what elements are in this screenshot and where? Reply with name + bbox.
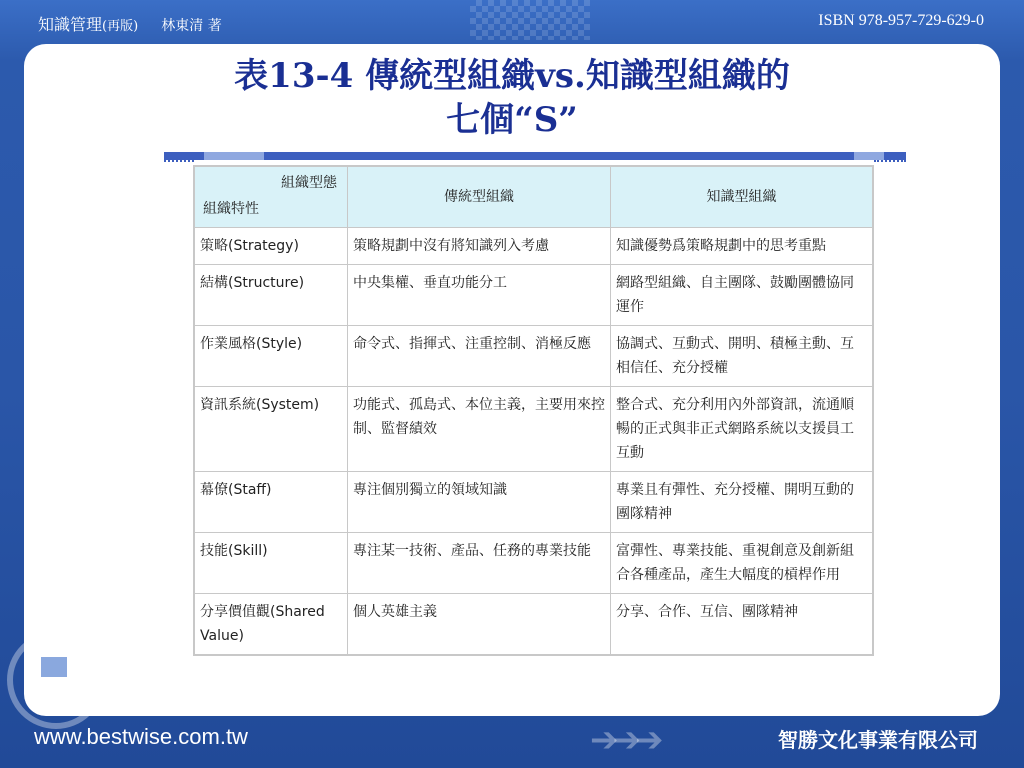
table-row — [194, 326, 873, 387]
table-row — [194, 265, 873, 326]
divider-segment — [204, 152, 264, 160]
corner-label-top: 組織型態 — [281, 175, 337, 191]
isbn: ISBN 978-957-729-629-0 — [818, 12, 984, 29]
title-line-2: 七個“S” — [446, 100, 578, 140]
knowledge-cell: 知識優勢爲策略規劃中的思考重點 — [611, 228, 874, 265]
corner-label-bottom: 組織特性 — [203, 201, 259, 217]
header-book-info — [38, 12, 222, 35]
traditional-cell: 專注個別獨立的領域知識 — [348, 472, 611, 533]
table-row — [194, 228, 873, 265]
knowledge-cell: 協調式、互動式、開明、積極主動、互相信任、充分授權 — [611, 326, 874, 387]
traditional-cell: 功能式、孤島式、本位主義，主要用來控制、監督績效 — [348, 387, 611, 472]
feature-cell: 技能(Skill) — [194, 533, 348, 594]
header-bar — [0, 0, 1024, 44]
feature-cell: 幕僚(Staff) — [194, 472, 348, 533]
feature-cell: 作業風格(Style) — [194, 326, 348, 387]
column-header-knowledge: 知識型組織 — [611, 166, 874, 228]
table-row — [194, 387, 873, 472]
book-author: 林東清 著 — [161, 18, 222, 34]
knowledge-cell: 分享、合作、互信、團隊精神 — [611, 594, 874, 656]
table-row — [194, 472, 873, 533]
checker-decoration — [470, 0, 590, 40]
traditional-cell: 命令式、指揮式、注重控制、消極反應 — [348, 326, 611, 387]
seven-s-table — [193, 165, 874, 656]
book-title: 知識管理 — [38, 15, 103, 34]
divider-dots — [164, 160, 194, 164]
knowledge-cell: 網路型組織、自主團隊、鼓勵團體協同運作 — [611, 265, 874, 326]
traditional-cell: 中央集權、垂直功能分工 — [348, 265, 611, 326]
traditional-cell: 策略規劃中沒有將知識列入考慮 — [348, 228, 611, 265]
title-divider — [164, 152, 906, 160]
traditional-cell: 個人英雄主義 — [348, 594, 611, 656]
slide-title — [0, 54, 1024, 142]
computer-icon — [6, 630, 106, 730]
footer-company: 智勝文化事業有限公司 — [778, 728, 978, 752]
table-row — [194, 594, 873, 656]
feature-cell: 策略(Strategy) — [194, 228, 348, 265]
knowledge-cell: 富彈性、專業技能、重視創意及創新組合各種產品，產生大幅度的槓桿作用 — [611, 533, 874, 594]
feature-cell: 結構(Structure) — [194, 265, 348, 326]
arrows-decoration: ➔➔➔ — [590, 720, 658, 760]
title-line-1: 表13-4 傳統型組織vs.知識型組織的 — [234, 56, 790, 96]
knowledge-cell: 整合式、充分利用內外部資訊，流通順暢的正式與非正式網路系統以支援員工互動 — [611, 387, 874, 472]
table-corner-cell — [194, 166, 348, 228]
traditional-cell: 專注某一技術、產品、任務的專業技能 — [348, 533, 611, 594]
table-header-row — [194, 166, 873, 228]
feature-cell: 資訊系統(System) — [194, 387, 348, 472]
footer-url: www.bestwise.com.tw — [34, 724, 248, 749]
divider-dots — [874, 160, 906, 164]
column-header-traditional: 傳統型組織 — [348, 166, 611, 228]
knowledge-cell: 專業且有彈性、充分授權、開明互動的團隊精神 — [611, 472, 874, 533]
divider-segment — [854, 152, 884, 160]
feature-cell: 分享價值觀(Shared Value) — [194, 594, 348, 656]
table-row — [194, 533, 873, 594]
book-edition: (再版) — [102, 19, 139, 34]
